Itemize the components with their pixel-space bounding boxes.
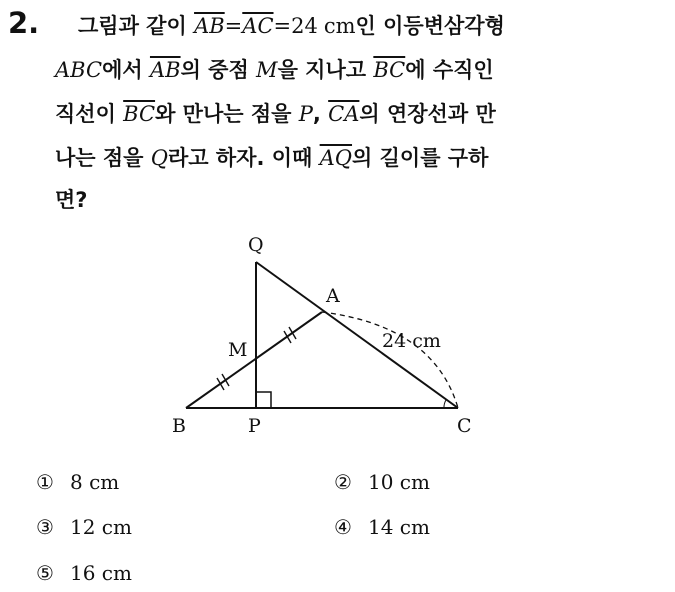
equals-sign: = (224, 14, 243, 38)
segment-ba-line (186, 312, 322, 408)
point-q: Q (150, 146, 168, 170)
choice-1[interactable] (36, 467, 119, 497)
text-fragment: , (312, 102, 329, 126)
choice-value: 10 cm (368, 470, 430, 494)
right-angle-mark (256, 392, 271, 408)
point-m: M (256, 58, 278, 82)
choice-mark: ③ (36, 515, 54, 539)
choice-5[interactable] (36, 558, 132, 588)
label-p: P (248, 415, 261, 437)
text-fragment: 면? (55, 188, 88, 212)
text-fragment: 의 연장선과 만 (359, 102, 496, 126)
choice-value: 14 cm (368, 515, 430, 539)
segment-ac: $\overline{AC}$ (242, 14, 274, 38)
text-fragment: 의 길이를 구하 (352, 146, 489, 170)
choice-value: 12 cm (70, 515, 132, 539)
label-a: A (326, 285, 340, 307)
point-p: P (298, 102, 313, 126)
triangle-name: ABC (55, 58, 103, 82)
label-m: M (228, 339, 248, 361)
segment-ca: $\overline{CA}$ (328, 102, 360, 126)
label-c: C (457, 415, 472, 437)
text-fragment: 그림과 같이 (78, 14, 195, 38)
segment-ab: $\overline{AB}$ (194, 14, 225, 38)
text-fragment: 인 이등변삼각형 (355, 14, 505, 38)
segment-bc: $\overline{BC}$ (373, 58, 406, 82)
angle-mark-c (444, 400, 446, 408)
choice-mark: ① (36, 470, 54, 494)
length-value: 24 (291, 14, 318, 38)
choice-mark: ② (334, 470, 352, 494)
text-fragment: 에서 (102, 58, 150, 82)
text-fragment: 의 중점 (180, 58, 257, 82)
segment-bc: $\overline{BC}$ (123, 102, 156, 126)
choice-value: 8 cm (70, 470, 120, 494)
label-b: B (172, 415, 186, 437)
choice-mark: ⑤ (36, 561, 54, 585)
text-fragment: 라고 하자. 이때 (168, 146, 320, 170)
label-side-length: 24 cm (382, 330, 441, 352)
segment-ab: $\overline{AB}$ (149, 58, 181, 82)
choice-4[interactable] (334, 512, 430, 542)
choice-mark: ④ (334, 515, 352, 539)
text-fragment: 와 만나는 점을 (155, 102, 299, 126)
question-number: 2. (8, 6, 40, 40)
equals-sign: = (273, 14, 292, 38)
choice-3[interactable] (36, 512, 132, 542)
label-q: Q (248, 234, 264, 256)
text-fragment: 직선이 (55, 102, 124, 126)
text-fragment: 나는 점을 (55, 146, 151, 170)
text-fragment: 에 수직인 (405, 58, 494, 82)
segment-aq: $\overline{AQ}$ (319, 146, 353, 170)
length-unit: cm (323, 14, 356, 38)
choice-2[interactable] (334, 467, 430, 497)
text-fragment: 을 지나고 (277, 58, 374, 82)
choice-value: 16 cm (70, 561, 132, 585)
